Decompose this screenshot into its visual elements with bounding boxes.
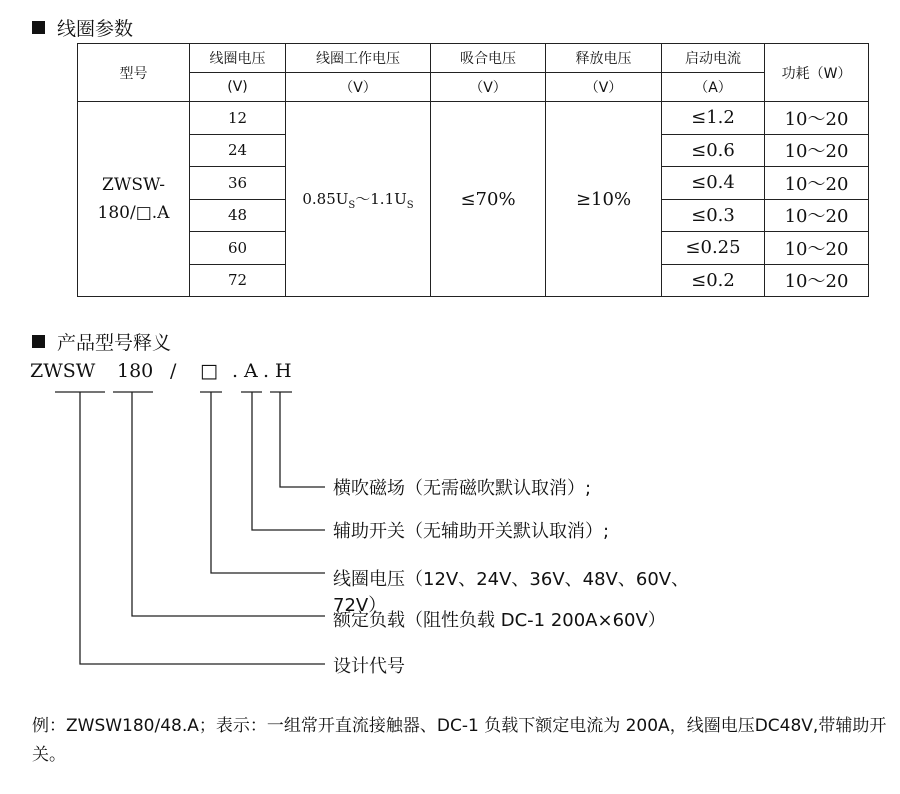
coil-voltage-cell: 60 bbox=[190, 232, 286, 265]
header-model: 型号 bbox=[78, 44, 190, 102]
code-part-series: ZWSW bbox=[30, 360, 96, 382]
header-release-voltage: 释放电压 bbox=[546, 44, 662, 73]
header-start-current: 启动电流 bbox=[662, 44, 765, 73]
header-release-voltage-unit: （V） bbox=[546, 73, 662, 102]
code-part-coil: □ bbox=[200, 360, 218, 382]
code-part-rating: 180 bbox=[117, 360, 154, 382]
desc-magnet: 横吹磁场（无需磁吹默认取消）; bbox=[333, 478, 592, 499]
header-pickup-voltage-unit: （V） bbox=[431, 73, 546, 102]
working-voltage-cell: $0.85U_S\sim 1.1U_S$ bbox=[286, 102, 431, 297]
header-start-current-unit: （A） bbox=[662, 73, 765, 102]
desc-coil-voltage: 线圈电压（12V、24V、36V、48V、60V、 bbox=[333, 569, 690, 590]
code-part-aux: A bbox=[244, 360, 258, 382]
coil-voltage-cell: 24 bbox=[190, 134, 286, 167]
power-cell: 10～20 bbox=[765, 134, 869, 167]
model-line-1: ZWSW- bbox=[102, 175, 165, 195]
header-coil-voltage-unit: (V) bbox=[190, 73, 286, 102]
power-cell: 10～20 bbox=[765, 232, 869, 265]
header-working-voltage-unit: （V） bbox=[286, 73, 431, 102]
header-coil-voltage: 线圈电压 bbox=[190, 44, 286, 73]
model-line-2: 180/□.A bbox=[97, 203, 170, 223]
desc-design-code: 设计代号 bbox=[333, 656, 405, 677]
power-cell: 10～20 bbox=[765, 167, 869, 200]
code-part-dot: . bbox=[232, 360, 239, 382]
start-current-cell: ≤1.2 bbox=[662, 102, 765, 135]
code-part-magnet: H bbox=[275, 360, 292, 382]
coil-voltage-cell: 36 bbox=[190, 167, 286, 200]
power-cell: 10～20 bbox=[765, 264, 869, 297]
start-current-cell: ≤0.25 bbox=[662, 232, 765, 265]
desc-aux-switch: 辅助开关（无辅助开关默认取消）; bbox=[333, 521, 610, 542]
desc-rated-load: 额定负载（阻性负载 DC-1 200A×60V） bbox=[333, 610, 666, 631]
start-current-cell: ≤0.4 bbox=[662, 167, 765, 200]
code-part-slash: / bbox=[170, 360, 177, 382]
example-text: 例：ZWSW180/48.A；表示：一组常开直流接触器、DC-1 负载下额定电流为 200A，线圈电压DC48V,带辅助开关。 bbox=[32, 716, 887, 765]
header-power: 功耗（W） bbox=[765, 44, 869, 102]
coil-voltage-cell: 72 bbox=[190, 264, 286, 297]
start-current-cell: ≤0.6 bbox=[662, 134, 765, 167]
coil-voltage-cell: 48 bbox=[190, 199, 286, 232]
header-working-voltage: 线圈工作电压 bbox=[286, 44, 431, 73]
desc-coil-voltage-cont: 72V） bbox=[333, 595, 387, 616]
start-current-cell: ≤0.3 bbox=[662, 199, 765, 232]
section-title: 线圈参数 bbox=[57, 18, 134, 40]
release-voltage-cell: ≥10% bbox=[546, 102, 662, 297]
section-title: 产品型号释义 bbox=[57, 332, 172, 354]
power-cell: 10～20 bbox=[765, 199, 869, 232]
pickup-voltage-cell: ≤70% bbox=[431, 102, 546, 297]
code-part-dot: . bbox=[263, 360, 270, 382]
coil-voltage-cell: 12 bbox=[190, 102, 286, 135]
header-pickup-voltage: 吸合电压 bbox=[431, 44, 546, 73]
start-current-cell: ≤0.2 bbox=[662, 264, 765, 297]
power-cell: 10～20 bbox=[765, 102, 869, 135]
